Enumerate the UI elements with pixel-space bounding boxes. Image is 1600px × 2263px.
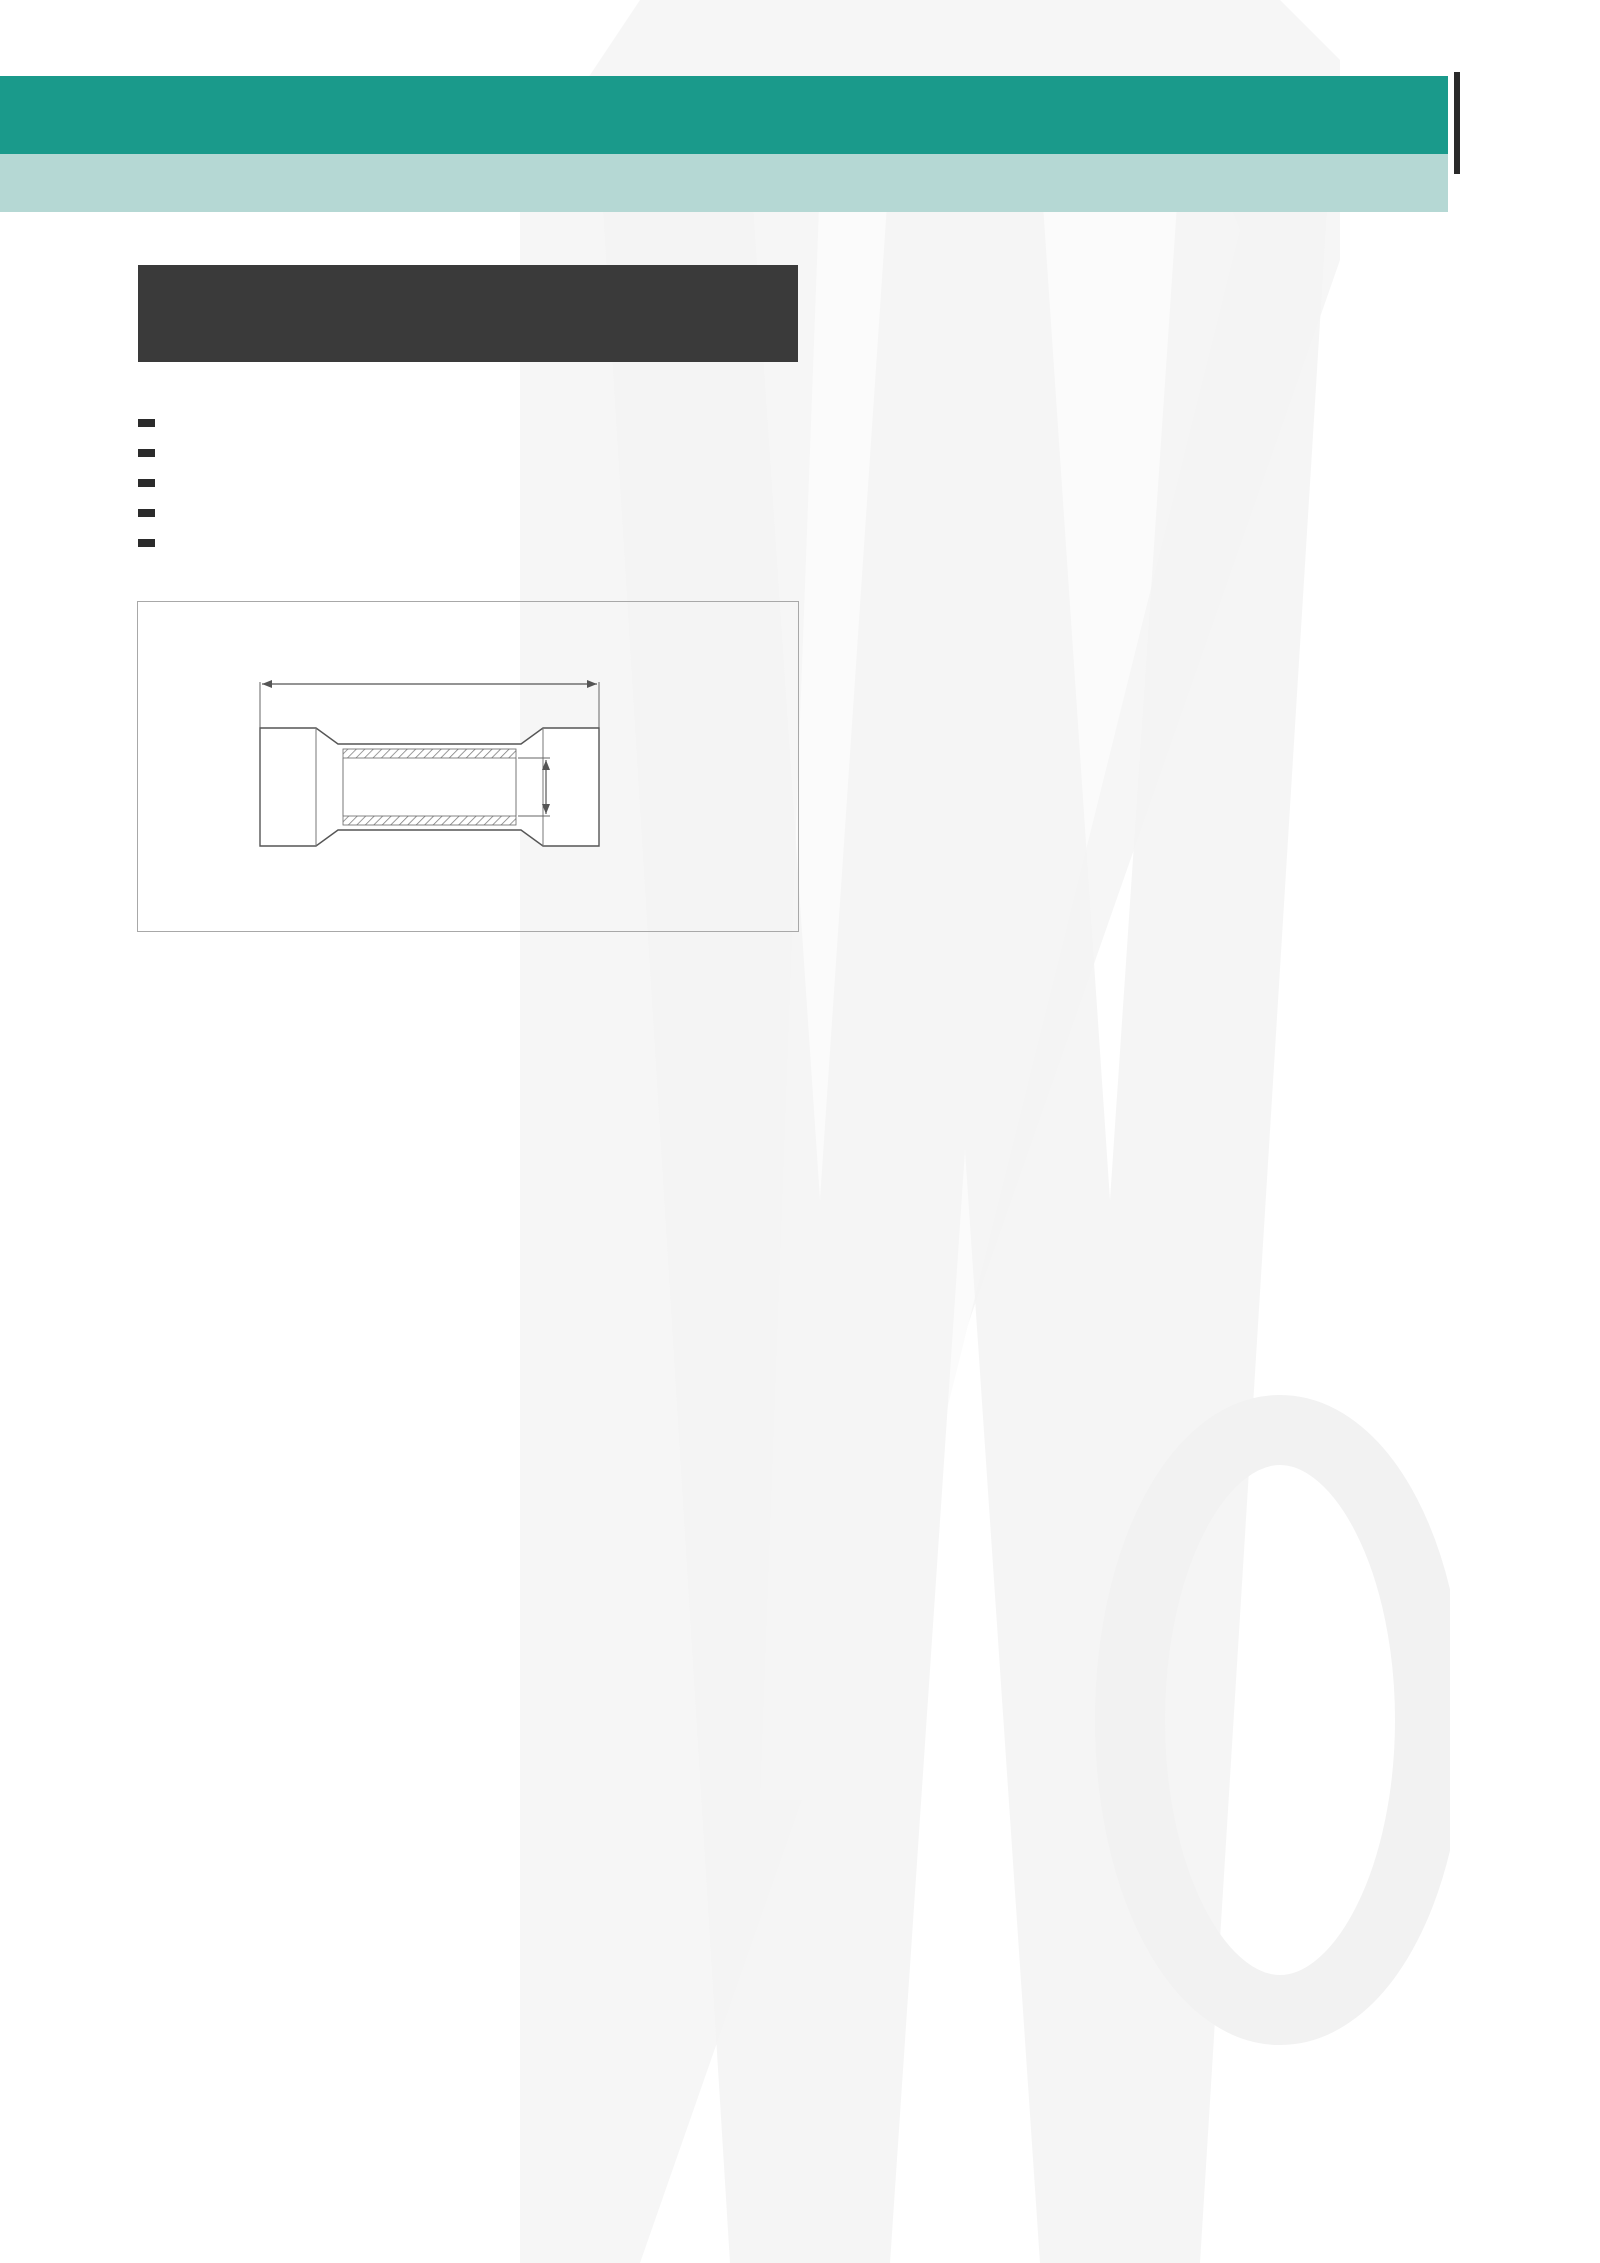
header-subtitle-bar <box>0 154 1448 212</box>
section-divider <box>1454 72 1460 174</box>
header-title-bar <box>0 76 1448 154</box>
spec-row <box>138 405 808 435</box>
bullet-icon <box>138 419 155 427</box>
bullet-icon <box>138 539 155 547</box>
splice-drawing <box>138 602 798 931</box>
spec-row <box>138 435 808 465</box>
spec-row <box>138 465 808 495</box>
product-title-box <box>138 265 798 362</box>
spec-row <box>138 495 808 525</box>
spec-row <box>138 525 808 555</box>
spec-list <box>138 405 808 555</box>
bullet-icon <box>138 449 155 457</box>
technical-drawing-frame <box>137 601 799 932</box>
bullet-icon <box>138 479 155 487</box>
bullet-icon <box>138 509 155 517</box>
